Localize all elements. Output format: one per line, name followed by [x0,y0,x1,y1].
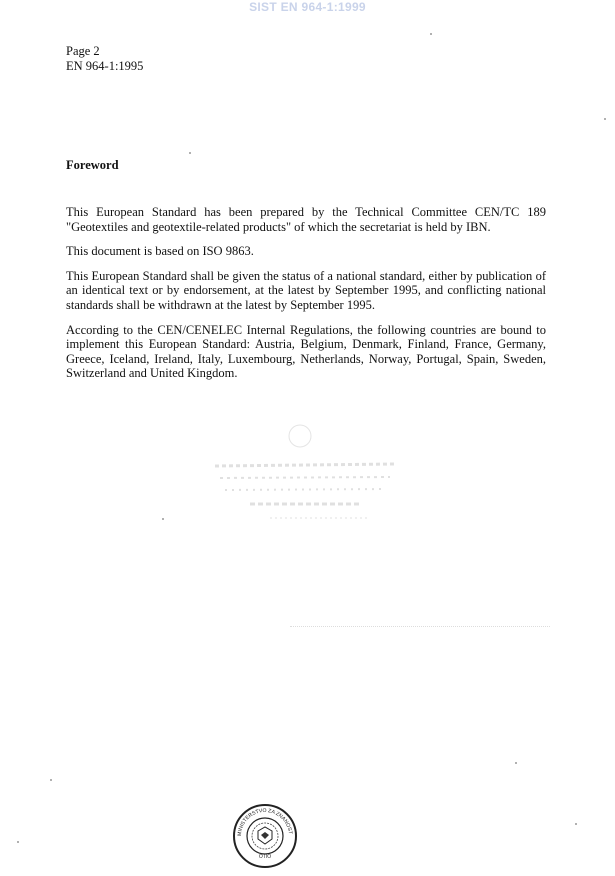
scan-speck [515,762,517,764]
faint-stamp-impression [150,420,410,530]
paragraph-countries: According to the CEN/CENELEC Internal Regulations, the following countries are bound to implement this European Standard: Austria, Belgium, Denmark, Finland, France, Germany, Greece, Iceland, Ireland, Italy, Luxembourg, Netherlands, Norway, Portugal, Spain, Sweden, Switzerland and United Kingdom. [66,322,546,381]
foreword-body [66,205,546,391]
standard-number: EN 964-1:1995 [66,59,144,73]
page-number: Page 2 [66,44,100,58]
faint-dotted-line [290,626,550,627]
paragraph-national-status: This European Standard shall be given the status of a national standard, either by publication of an identical text or by endorsement, at the latest by September 1995, and conflicting national standards shall be withdrawn at the latest by September 1995. [66,268,546,312]
seal-bottom-text: OTIO [258,854,272,860]
page-header [66,44,143,74]
paragraph-committee: This European Standard has been prepared by the Technical Committee CEN/TC 189 "Geotextiles and geotextile-related products" of which the secretariat is held by IBN. [66,205,546,234]
scan-speck [189,152,191,154]
scan-speck [17,841,19,843]
scan-speck [162,518,164,520]
official-seal [232,803,298,869]
document-watermark: SIST EN 964-1:1999 [249,0,366,14]
paragraph-iso-basis: This document is based on ISO 9863. [66,244,254,259]
scan-speck [50,779,52,781]
scan-speck [430,33,432,35]
scan-speck [604,118,606,120]
scan-speck [575,823,577,825]
section-heading: Foreword [66,158,119,172]
seal-ring-text: MINISTERSTVO ZA ZNANOST [236,807,293,837]
